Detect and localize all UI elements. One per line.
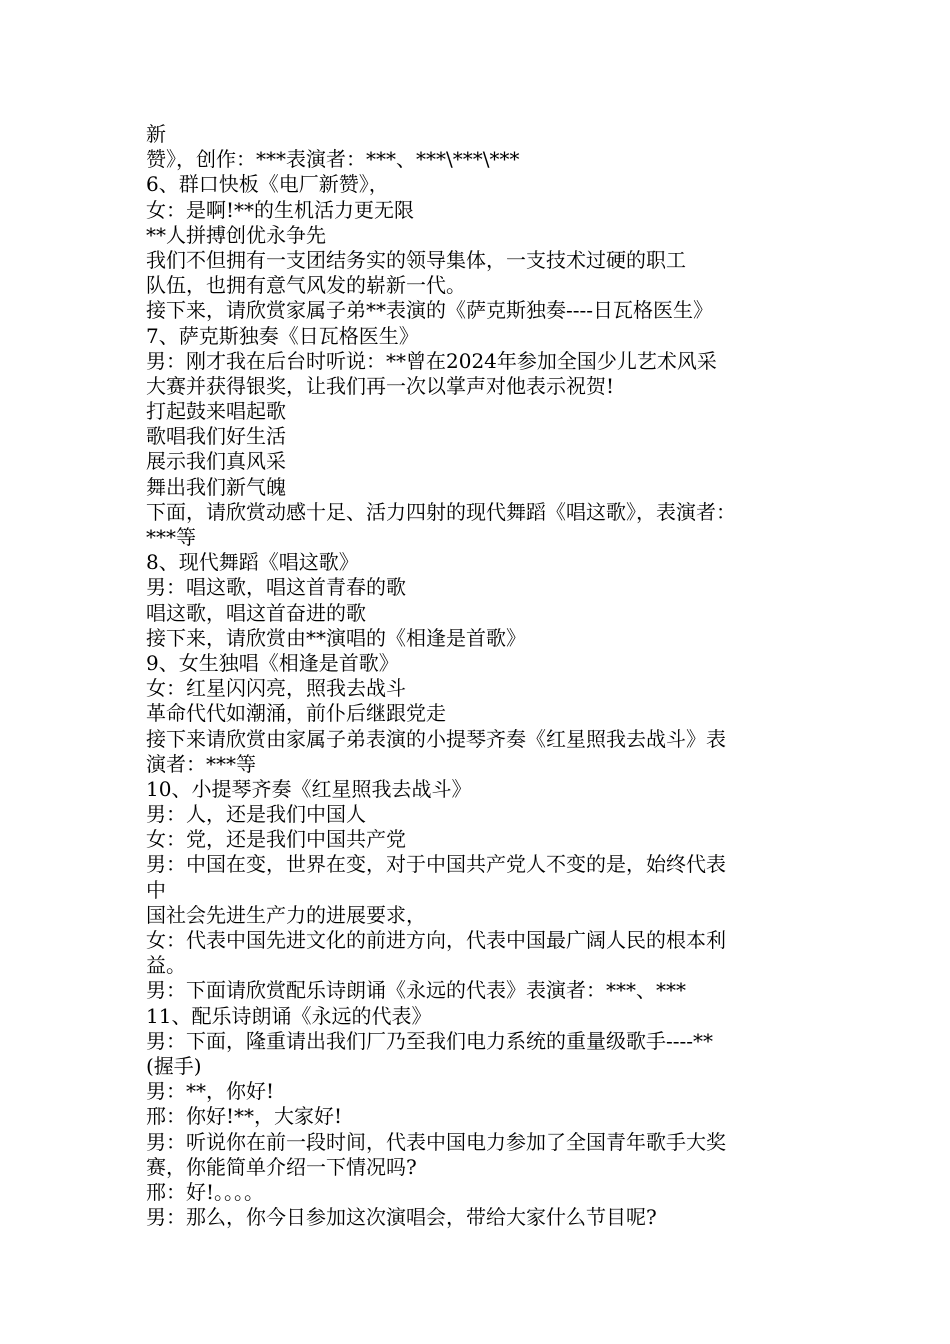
text-line: 赛，你能简单介绍一下情况吗? <box>146 1154 417 1179</box>
text-line: 男：下面，隆重请出我们厂乃至我们电力系统的重量级歌手----** <box>146 1028 714 1053</box>
text-line: 大赛并获得银奖，让我们再一次以掌声对他表示祝贺! <box>146 373 615 398</box>
text-line: 接下来，请欣赏由**演唱的《相逢是首歌》 <box>146 625 526 650</box>
text-line: 国社会先进生产力的进展要求， <box>146 902 426 927</box>
text-line: (握手) <box>146 1053 202 1078</box>
text-line: 男：刚才我在后台时听说：**曾在2024年参加全国少儿艺术风采 <box>146 348 717 373</box>
text-line: 女：党，还是我们中国共产党 <box>146 827 406 852</box>
text-line: 益。 <box>146 953 186 978</box>
text-line: 下面，请欣赏动感十足、活力四射的现代舞蹈《唱这歌》，表演者： <box>146 499 736 524</box>
text-line: 中 <box>146 877 166 902</box>
text-line: 邢：好!。。。。 <box>146 1179 265 1204</box>
text-line: 展示我们真风采 <box>146 449 286 474</box>
text-line: 男：那么，你今日参加这次演唱会，带给大家什么节目呢? <box>146 1205 657 1230</box>
text-line: 唱这歌，唱这首奋进的歌 <box>146 600 366 625</box>
text-line: 演者：***等 <box>146 751 256 776</box>
document-body <box>146 122 826 1230</box>
text-line: 我们不但拥有一支团结务实的领导集体，一支技术过硬的职工 <box>146 247 686 272</box>
text-line: 男：唱这歌，唱这首青春的歌 <box>146 575 406 600</box>
text-line: 打起鼓来唱起歌 <box>146 399 286 424</box>
text-line: 男：中国在变，世界在变，对于中国共产党人不变的是，始终代表 <box>146 852 726 877</box>
text-line: 7、萨克斯独奏《日瓦格医生》 <box>146 323 419 348</box>
text-line: 男：**，你好! <box>146 1079 275 1104</box>
text-line: 男：下面请欣赏配乐诗朗诵《永远的代表》表演者：***、*** <box>146 978 686 1003</box>
text-line: 接下来，请欣赏家属子弟**表演的《萨克斯独奏----日瓦格医生》 <box>146 298 714 323</box>
text-line: 男：听说你在前一段时间，代表中国电力参加了全国青年歌手大奖 <box>146 1129 726 1154</box>
text-line: 女：代表中国先进文化的前进方向，代表中国最广阔人民的根本利 <box>146 928 726 952</box>
text-line: 男：人，还是我们中国人 <box>146 802 366 827</box>
text-line: 革命代代如潮涌，前仆后继跟党走 <box>146 701 446 726</box>
text-line: 女：是啊!**的生机活力更无限 <box>146 197 415 222</box>
text-line: 舞出我们新气魄 <box>146 474 286 499</box>
text-line: 11、配乐诗朗诵《永远的代表》 <box>146 1003 432 1028</box>
text-line: 8、现代舞蹈《唱这歌》 <box>146 550 359 575</box>
text-line: 歌唱我们好生活 <box>146 424 286 449</box>
text-line: 队伍，也拥有意气风发的崭新一代。 <box>146 273 466 298</box>
text-line: 女：红星闪闪亮，照我去战斗 <box>146 676 406 701</box>
text-line: 赞》，创作：***表演者：***、***\***\*** <box>146 147 520 172</box>
text-line: 邢：你好!**，大家好! <box>146 1104 343 1129</box>
text-line: **人拼搏创优永争先 <box>146 222 326 247</box>
text-line: 10、小提琴齐奏《红星照我去战斗》 <box>146 776 472 801</box>
text-line: 6、群口快板《电厂新赞》， <box>146 172 389 197</box>
text-line: 新 <box>146 122 166 146</box>
text-line: ***等 <box>146 525 196 549</box>
text-line: 9、女生独唱《相逢是首歌》 <box>146 650 399 675</box>
text-line: 接下来请欣赏由家属子弟表演的小提琴齐奏《红星照我去战斗》表 <box>146 726 726 751</box>
